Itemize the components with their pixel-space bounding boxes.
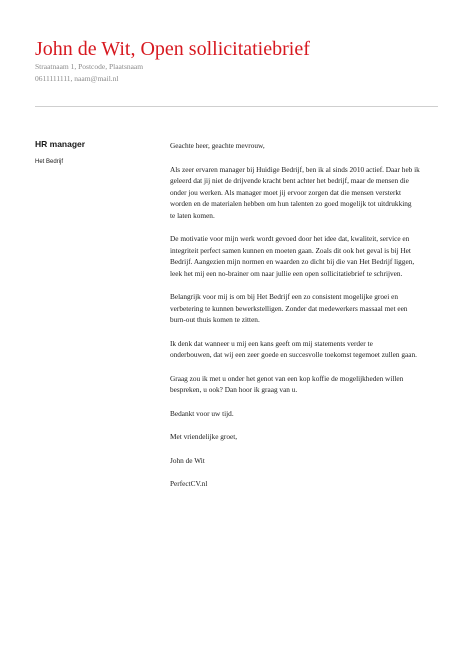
recipient-role: HR manager	[35, 139, 86, 149]
thanks-line: Bedankt voor uw tijd.	[170, 408, 234, 418]
paragraph-1-line: geleerd dat jij niet de drijvende kracht bent achter het bedrijf, maar de mensen die	[170, 176, 409, 185]
paragraph-1-line: Als zeer ervaren manager bij Huidige Bedrijf, ben ik al sinds 2010 actief. Daar heb ik	[170, 164, 420, 174]
paragraph-5	[170, 373, 440, 396]
sender-address: Straatnaam 1, Postcode, Plaatsnaam	[35, 62, 144, 71]
paragraph-3-line: burn-out thuis komen te zitten.	[170, 315, 260, 324]
sender-contact: 0611111111, naam@mail.nl	[35, 74, 119, 83]
paragraph-2-line: leek het mij een no-brainer om naar jullie een open sollicitatiebrief te schrijven.	[170, 268, 403, 278]
paragraph-1-line: te laten komen.	[170, 210, 215, 220]
recipient-company: Het Bedrijf	[35, 159, 64, 165]
letter-title: John de Wit, Open sollicitatiebrief	[35, 38, 310, 60]
paragraph-5-line: Graag zou ik met u onder het genot van een kop koffie de mogelijkheden willen	[170, 373, 404, 383]
paragraph-1-line: worden en de materialen hebben om hun talenten zo goed mogelijk tot uitdrukking	[170, 199, 412, 208]
signature-name: John de Wit	[170, 455, 205, 465]
footer-brand: PerfectCV.nl	[170, 479, 208, 488]
paragraph-3	[170, 291, 440, 326]
paragraph-2-line: integriteit perfect samen kunnen en moeten gaan. Zoals dit ook het geval is bij Het	[170, 245, 411, 255]
letter-body	[170, 140, 440, 502]
paragraph-3-line: Belangrijk voor mij is om bij Het Bedrijf een zo consistent mogelijke groei en	[170, 292, 398, 301]
paragraph-2-line: De motivatie voor mijn werk wordt gevoed door het idee dat, kwaliteit, service en	[170, 234, 410, 243]
paragraph-4	[170, 338, 440, 361]
header-divider	[35, 106, 438, 107]
closing-line: Met vriendelijke groet,	[170, 432, 238, 441]
paragraph-2	[170, 233, 440, 279]
paragraph-1	[170, 164, 440, 222]
paragraph-4-line: Ik denk dat wanneer u mij een kans geeft om mij statements verder te	[170, 338, 373, 348]
paragraph-2-line: Bedrijf. Aangezien mijn normen en waarden zo dicht bij die van Het Bedrijf liggen,	[170, 257, 415, 266]
paragraph-5-line: bespreken, u ook? Dan hoor ik graag van u.	[170, 385, 298, 394]
salutation: Geachte heer, geachte mevrouw,	[170, 141, 265, 150]
paragraph-3-line: verbetering te kunnen bewerkstelligen. Zonder dat medewerkers massaal met een	[170, 303, 408, 313]
paragraph-1-line: onder jou werken. Als manager moet jij ervoor zorgen dat die mensen versterkt	[170, 187, 402, 197]
paragraph-4-line: onderbouwen, dat wij een zeer goede en succesvolle toekomst tegemoet zullen gaan.	[170, 350, 417, 359]
